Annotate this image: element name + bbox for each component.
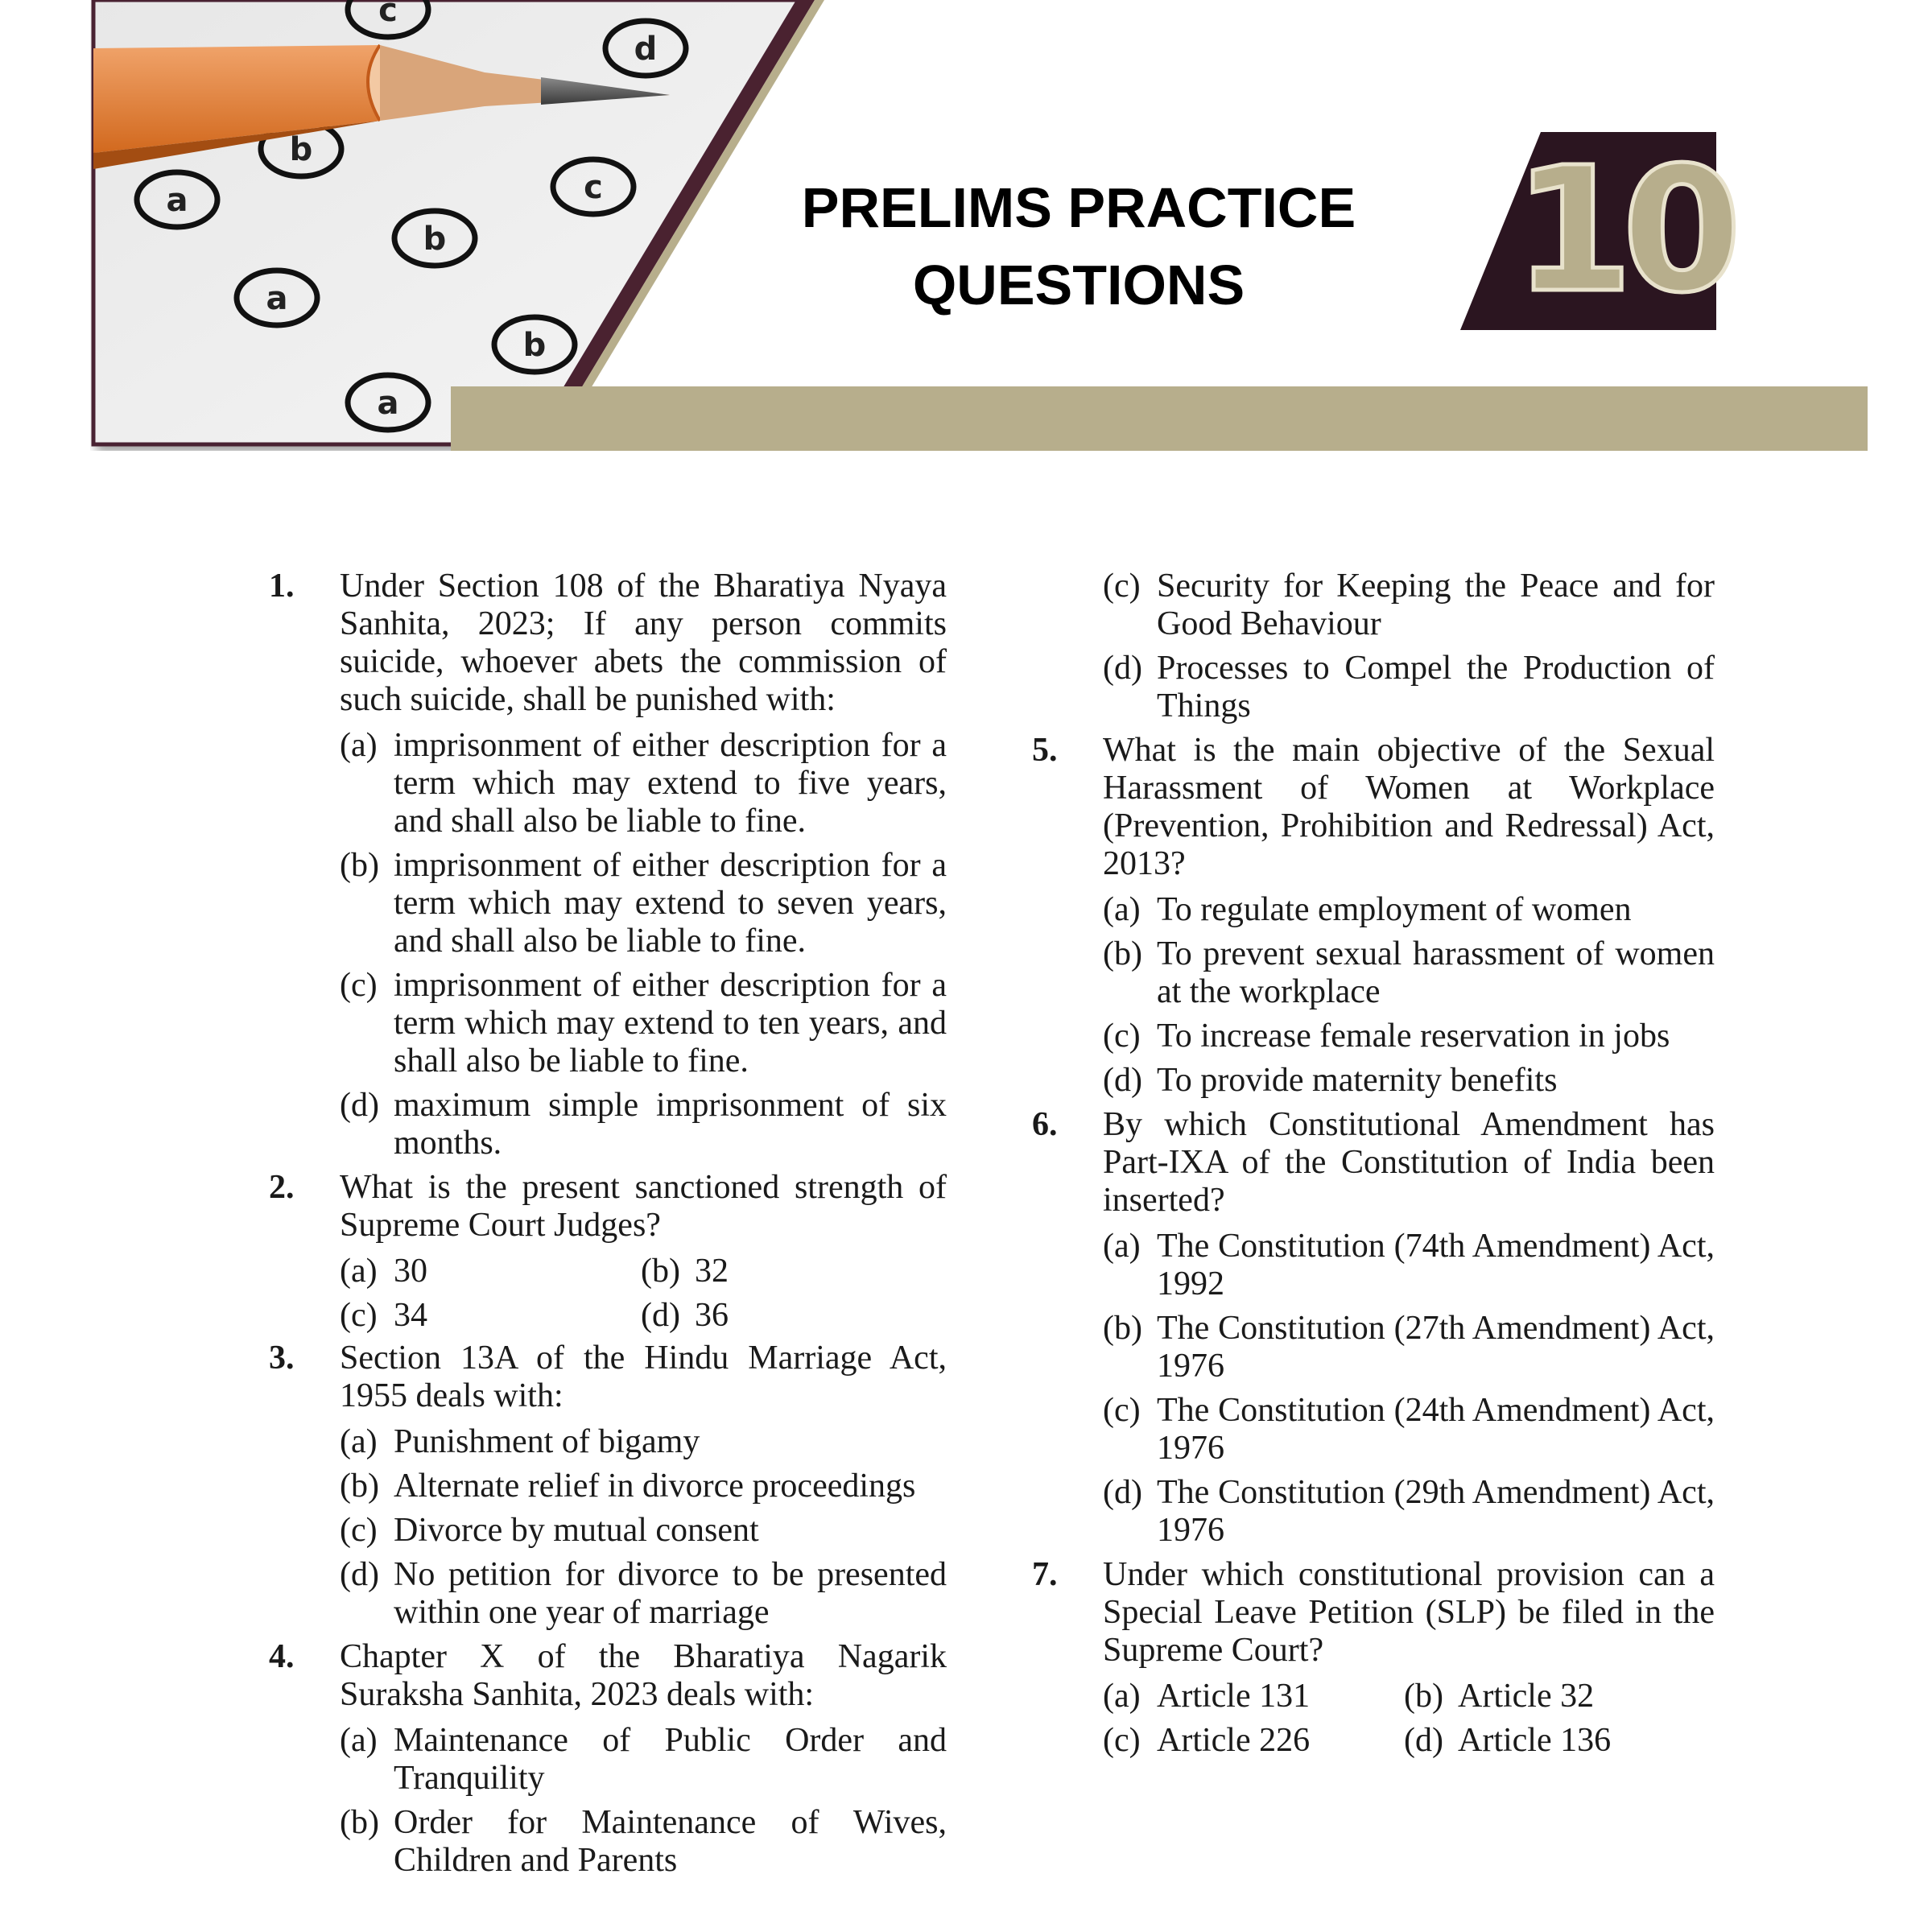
option-text: To provide maternity benefits <box>1157 1062 1558 1099</box>
option-c <box>1103 568 1715 643</box>
option-d <box>1103 1062 1715 1100</box>
bubble-label: c <box>584 169 603 206</box>
bubble-label: b <box>423 221 447 258</box>
option-letter: (c) <box>340 1512 378 1549</box>
option-a <box>1103 1228 1715 1303</box>
question-number: 4. <box>269 1638 295 1675</box>
question-number: 3. <box>269 1340 295 1377</box>
option-text: maximum simple imprisonment of six months. <box>394 1087 947 1162</box>
question-text: What is the main objective of the Sexual Harassment of Women at Workplace (Prevention, Prohibition and Redressal) Act, 2013? <box>1103 732 1715 882</box>
option-letter: (c) <box>1103 1722 1141 1759</box>
options-list <box>1103 1678 1715 1760</box>
option-letter: (d) <box>1103 1474 1142 1511</box>
option-letter: (b) <box>641 1253 680 1290</box>
option-text: The Constitution (27th Amendment) Act, 1976 <box>1157 1310 1715 1385</box>
option-d <box>1103 1474 1715 1550</box>
option-c <box>340 967 947 1080</box>
option-letter: (c) <box>340 967 378 1004</box>
options-list <box>1103 891 1715 1100</box>
option-a <box>1103 1678 1404 1715</box>
option-text: To prevent sexual harassment of women at the workplace <box>1157 935 1715 1010</box>
option-text: To regulate employment of women <box>1157 891 1632 928</box>
option-d <box>1404 1722 1715 1760</box>
option-letter: (b) <box>1404 1678 1443 1715</box>
option-text: imprisonment of either description for a term which may extend to ten years, and shall also be liable to fine. <box>394 967 947 1080</box>
option-c <box>1103 1018 1715 1055</box>
question-number: 5. <box>1032 732 1058 769</box>
option-letter: (d) <box>1103 1062 1142 1099</box>
options-list <box>1103 1228 1715 1550</box>
option-text: Punishment of bigamy <box>394 1423 700 1460</box>
option-text: Divorce by mutual consent <box>394 1512 759 1549</box>
option-c <box>1103 1392 1715 1468</box>
question-number: 6. <box>1032 1106 1058 1143</box>
question-4 <box>269 1638 947 1880</box>
question-1 <box>269 568 947 1162</box>
question-6 <box>1032 1106 1715 1550</box>
option-b <box>1404 1678 1715 1715</box>
option-letter: (d) <box>641 1297 680 1334</box>
bubble-label: a <box>377 385 399 422</box>
bubble-label: b <box>289 131 313 168</box>
option-c <box>1103 1722 1404 1760</box>
option-b <box>641 1253 947 1290</box>
question-3 <box>269 1340 947 1632</box>
question-text: Under which constitutional provision can a Special Leave Petition (SLP) be filed in the Supreme Court? <box>1103 1556 1715 1669</box>
option-a <box>340 727 947 840</box>
question-5 <box>1032 732 1715 1100</box>
question-number: 1. <box>269 568 295 605</box>
option-text: Alternate relief in divorce proceedings <box>394 1468 916 1505</box>
option-c <box>340 1512 947 1550</box>
option-letter: (c) <box>1103 1018 1141 1055</box>
option-b <box>340 847 947 960</box>
option-text: Article 136 <box>1458 1722 1612 1759</box>
option-text: 36 <box>695 1297 729 1334</box>
option-b <box>340 1804 947 1880</box>
bubble-label: a <box>266 280 288 317</box>
option-letter: (a) <box>340 1253 378 1290</box>
question-text: By which Constitutional Amendment has Part-IXA of the Constitution of India been inserted? <box>1103 1106 1715 1219</box>
option-letter: (b) <box>340 1468 379 1505</box>
option-text: No petition for divorce to be presented within one year of marriage <box>394 1556 947 1631</box>
option-text: The Constitution (24th Amendment) Act, 1976 <box>1157 1392 1715 1467</box>
option-text: The Constitution (74th Amendment) Act, 1992 <box>1157 1228 1715 1302</box>
question-2 <box>269 1169 947 1335</box>
question-7 <box>1032 1556 1715 1760</box>
bubble-label: b <box>522 327 547 364</box>
page-title <box>724 169 1433 324</box>
option-text: imprisonment of either description for a term which may extend to seven years, and shall also be liable to fine. <box>394 847 947 960</box>
option-b <box>340 1468 947 1505</box>
option-letter: (c) <box>1103 568 1141 605</box>
option-letter: (b) <box>340 1804 379 1841</box>
question-number: 2. <box>269 1169 295 1206</box>
option-text: Maintenance of Public Order and Tranquility <box>394 1722 947 1797</box>
options-list <box>340 1253 947 1335</box>
option-letter: (c) <box>1103 1392 1141 1429</box>
option-text: Processes to Compel the Production of Things <box>1157 650 1715 724</box>
left-column <box>269 568 947 1886</box>
option-text: Article 131 <box>1157 1678 1311 1715</box>
option-letter: (d) <box>340 1087 379 1124</box>
option-b <box>1103 1310 1715 1385</box>
option-letter: (d) <box>340 1556 379 1593</box>
option-letter: (a) <box>1103 1228 1141 1265</box>
right-column <box>1032 568 1715 1765</box>
bubble-label: a <box>166 182 188 219</box>
page-title-line1: PRELIMS PRACTICE <box>801 176 1356 239</box>
option-d <box>340 1556 947 1632</box>
option-b <box>1103 935 1715 1011</box>
option-a <box>340 1423 947 1461</box>
option-letter: (a) <box>1103 1678 1141 1715</box>
option-letter: (a) <box>1103 891 1141 928</box>
question-text: Under Section 108 of the Bharatiya Nyaya Sanhita, 2023; If any person commits suicide, whoever abets the commission of such suicide, shall be punished with: <box>340 568 947 718</box>
header-band <box>451 386 1868 451</box>
question-text: What is the present sanctioned strength of Supreme Court Judges? <box>340 1169 947 1244</box>
chapter-number: 10 <box>1513 130 1731 331</box>
option-text: imprisonment of either description for a term which may extend to five years, and shall also be liable to fine. <box>394 727 947 840</box>
bubble-label: d <box>634 31 658 68</box>
option-d <box>641 1297 947 1335</box>
option-a <box>340 1722 947 1798</box>
option-d <box>340 1087 947 1162</box>
options-list <box>340 727 947 1162</box>
option-text: 34 <box>394 1297 427 1334</box>
option-text: Security for Keeping the Peace and for Good Behaviour <box>1157 568 1715 642</box>
option-letter: (c) <box>340 1297 378 1334</box>
question-4-continued <box>1032 568 1715 725</box>
option-text: Order for Maintenance of Wives, Children and Parents <box>394 1804 947 1879</box>
page-title-line2: QUESTIONS <box>912 254 1245 316</box>
option-a <box>1103 891 1715 929</box>
question-text: Chapter X of the Bharatiya Nagarik Suraksha Sanhita, 2023 deals with: <box>340 1638 947 1713</box>
option-c <box>340 1297 641 1335</box>
option-text: Article 32 <box>1458 1678 1595 1715</box>
option-letter: (b) <box>1103 935 1142 972</box>
option-a <box>340 1253 641 1290</box>
option-letter: (d) <box>1103 650 1142 687</box>
option-letter: (b) <box>340 847 379 884</box>
option-letter: (a) <box>340 1722 378 1759</box>
option-letter: (b) <box>1103 1310 1142 1347</box>
option-letter: (a) <box>340 1423 378 1460</box>
option-text: 30 <box>394 1253 427 1290</box>
options-list <box>340 1423 947 1632</box>
option-d <box>1103 650 1715 725</box>
option-text: The Constitution (29th Amendment) Act, 1976 <box>1157 1474 1715 1549</box>
option-text: Article 226 <box>1157 1722 1311 1759</box>
option-text: To increase female reservation in jobs <box>1157 1018 1670 1055</box>
option-letter: (a) <box>340 727 378 764</box>
question-text: Section 13A of the Hindu Marriage Act, 1955 deals with: <box>340 1340 947 1414</box>
options-list <box>340 1722 947 1880</box>
bubble-label: c <box>378 0 398 29</box>
option-letter: (d) <box>1404 1722 1443 1759</box>
question-number: 7. <box>1032 1556 1058 1593</box>
option-text: 32 <box>695 1253 729 1290</box>
